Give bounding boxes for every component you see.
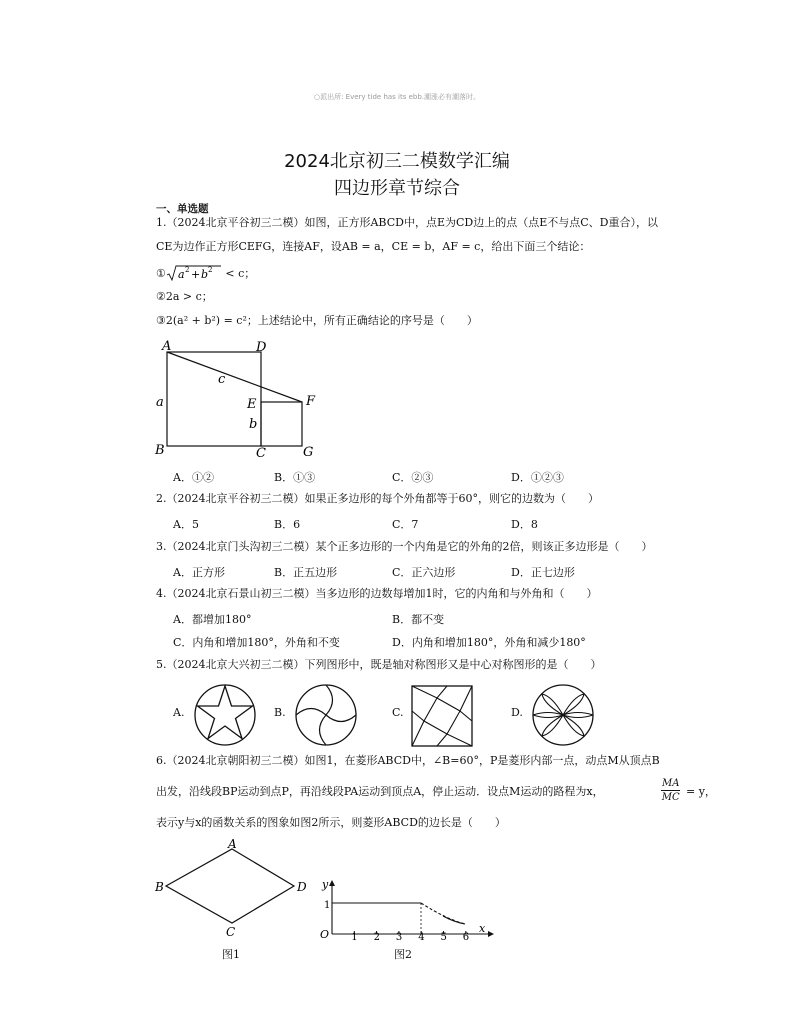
q1-stem-line1: 1.（2024北京平谷初三二模）如图，正方形ABCD中，点E为CD边上的点（点E不与点C、D重合），以 [156,216,658,229]
label-A: A [228,838,237,851]
q2-stem: 2.（2024北京平谷初三二模）如果正多边形的每个外角都等于60°，则它的边数为（ ） [156,492,599,505]
q5-figure-pinwheel-circle [293,682,359,748]
svg-text:2: 2 [207,266,213,274]
label-A: A [162,339,172,354]
q1-conclusion-1: ① a 2 + b 2 < c； [156,266,256,281]
q1-conclusion-2: ②2a > c； [156,290,213,303]
q4-option-d: D．内角和增加180°，外角和减少180° [392,636,586,649]
label-G: G [303,445,314,460]
q2-option-d: D．8 [511,518,538,531]
label-C: C [226,925,236,938]
label-D: D [297,880,307,894]
q6-stem-line2: 出发，沿线段BP运动到点P，再沿线段PA运动到顶点A，停止运动．设点M运动的路程为x， [156,785,604,798]
svg-text:a: a [177,268,185,281]
q6-stem-line1: 6.（2024北京朝阳初三二模）如图1，在菱形ABCD中，∠B=60°，P是菱形内部一点，动点M从顶点B [156,754,660,767]
origin-label: O [320,928,330,941]
q1-stem-line2: CE为边作正方形CEFG，连接AF，设AB = a，CE = b，AF = c，给出下面三个结论： [156,240,591,253]
q4-option-b: B．都不变 [392,613,445,626]
x-tick-label: 6 [462,932,470,942]
sqrt-expression [166,265,222,281]
svg-text:2: 2 [184,266,190,274]
q6-fraction: MA MC [661,778,680,803]
label-a: a [156,395,164,410]
q6-figure1-rhombus [150,838,320,938]
q1-option-d: D．①②③ [511,471,564,484]
label-E: E [247,397,257,412]
label-b: b [249,417,258,432]
q2-option-c: C．7 [392,518,419,531]
q1-option-c: C．②③ [392,471,434,484]
q4-option-c: C．内角和增加180°，外角和不变 [173,636,340,649]
q2-option-a: A．5 [173,518,199,531]
q5-option-a-letter: A. [173,706,185,719]
label-C: C [256,446,266,461]
q6-fraction-tail: = y， [686,785,716,798]
q5-figure-square-pattern [410,684,474,748]
svg-text:+: + [190,268,201,281]
figure1-caption: 图1 [222,948,240,961]
document-title: 2024北京初三二模数学汇编 [284,151,510,172]
svg-text:b: b [200,268,208,281]
x-tick-label: 2 [373,932,380,942]
q1-conclusion-3: ③2(a² + b²) = c²；上述结论中，所有正确结论的序号是（ ） [156,314,478,327]
x-tick-label: 5 [440,932,447,942]
q4-option-a: A．都增加180° [173,613,252,626]
q5-figure-petal-circle [530,682,596,748]
q3-option-b: B．正五边形 [274,566,338,579]
q3-stem: 3.（2024北京门头沟初三二模）某个正多边形的一个内角是它的外角的2倍，则该正多边形是（ ） [156,540,653,553]
q5-option-c-letter: C. [392,706,404,719]
q5-option-d-letter: D. [511,706,523,719]
axis-label-y: y [322,878,329,891]
q5-option-b-letter: B. [274,706,286,719]
x-tick-label: 1 [351,932,358,942]
label-D: D [256,340,267,355]
q2-option-b: B．6 [274,518,301,531]
y-tick-label: 1 [324,900,331,911]
x-tick-label: 4 [418,932,425,942]
document-subtitle: 四边形章节综合 [334,178,460,199]
q5-stem: 5.（2024北京大兴初三二模）下列图形中，既是轴对称图形又是中心对称图形的是（ ） [156,658,602,671]
q3-option-a: A．正方形 [173,566,225,579]
section-heading: 一、单选题 [156,203,209,215]
q6-figure2-graph [318,876,498,942]
q6-stem-line3: 表示y与x的函数关系的图象如图2所示，则菱形ABCD的边长是（ ） [156,816,506,829]
label-F: F [306,394,316,409]
q4-stem: 4.（2024北京石景山初三二模）当多边形的边数每增加1时，它的内角和与外角和（ ） [156,587,598,600]
q5-figure-star-circle [192,682,258,748]
label-B: B [155,443,165,458]
q1-figure-squares [150,336,330,462]
q3-option-c: C．正六边形 [392,566,456,579]
axis-label-x: x [479,922,486,935]
label-B: B [155,880,164,894]
q1-option-b: B．①③ [274,471,316,484]
q3-option-d: D．正七边形 [511,566,575,579]
x-tick-label: 3 [395,932,403,942]
header-watermark-note: ○派出所: Every tide has its ebb.潮涨必有潮落时。 [313,93,481,101]
label-c: c [218,372,226,387]
q1-option-a: A．①② [173,471,214,484]
figure2-caption: 图2 [394,948,412,961]
